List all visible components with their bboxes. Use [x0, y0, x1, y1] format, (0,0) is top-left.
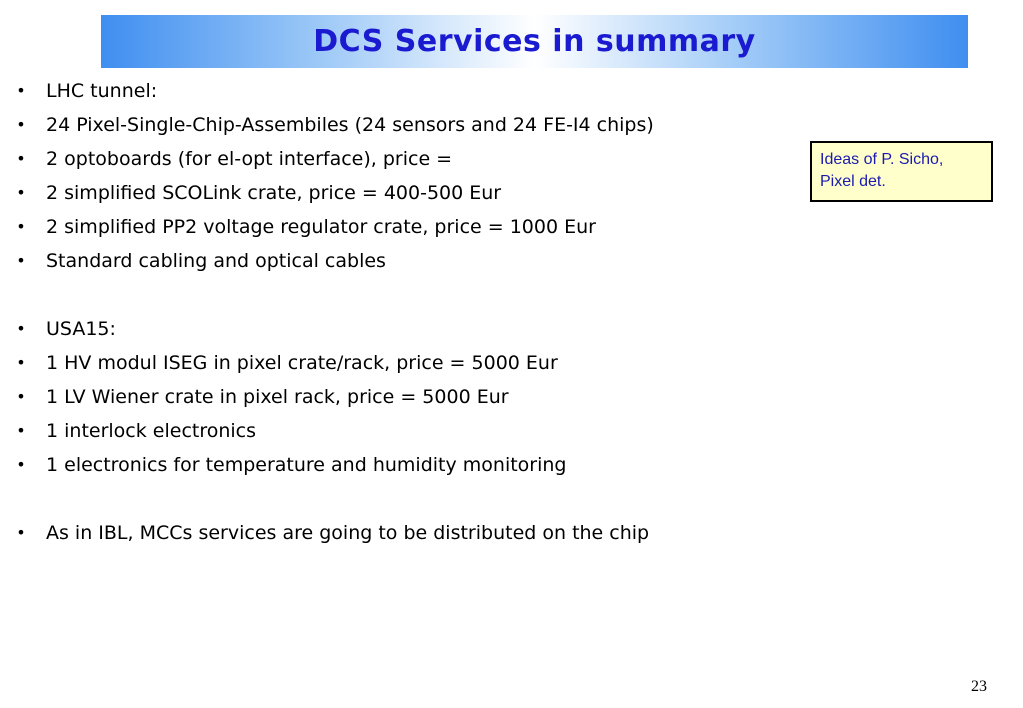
callout-note: [810, 141, 993, 202]
bullet-text: 24 Pixel-Single-Chip-Assembiles (24 sensors and 24 FE-I4 chips): [46, 114, 654, 136]
bullet-text: LHC tunnel:: [46, 80, 158, 102]
bullet-dot: •: [16, 353, 26, 372]
bullet-dot: •: [16, 455, 26, 474]
bullet-dot: •: [16, 421, 26, 440]
bullet-dot: •: [16, 319, 26, 338]
bullet-item: [14, 448, 794, 482]
slide-title: DCS Services in summary: [313, 24, 756, 59]
bullet-item: [14, 312, 794, 346]
bullet-text: As in IBL, MCCs services are going to be distributed on the chip: [46, 522, 650, 544]
bullet-item: [14, 210, 794, 244]
bullet-item: [14, 244, 794, 278]
bullet-text: 1 LV Wiener crate in pixel rack, price = 5000 Eur: [46, 386, 509, 408]
bullet-item: [14, 74, 794, 108]
callout-line-1: Ideas of P. Sicho,: [820, 151, 944, 168]
bullet-text: 2 optoboards (for el-opt interface), price =: [46, 148, 453, 170]
bullet-text: Standard cabling and optical cables: [46, 250, 386, 272]
bullet-text: 1 electronics for temperature and humidity monitoring: [46, 454, 567, 476]
bullet-list: [14, 74, 794, 550]
bullet-dot: •: [16, 251, 26, 270]
callout-line-2: Pixel det.: [820, 173, 886, 190]
bullet-item: [14, 142, 794, 176]
bullet-text: 1 interlock electronics: [46, 420, 257, 442]
bullet-dot: •: [16, 115, 26, 134]
bullet-text: 2 simplified SCOLink crate, price = 400-500 Eur: [46, 182, 502, 204]
bullet-text: USA15:: [46, 318, 116, 340]
slide-title-bar: [101, 15, 968, 68]
bullet-item: [14, 176, 794, 210]
bullet-dot: •: [16, 217, 26, 236]
bullet-item: [14, 414, 794, 448]
bullet-text: 1 HV modul ISEG in pixel crate/rack, price = 5000 Eur: [46, 352, 558, 374]
bullet-dot: •: [16, 81, 26, 100]
page-number: 23: [971, 678, 987, 695]
list-spacer: [14, 482, 794, 516]
bullet-dot: •: [16, 523, 26, 542]
list-spacer: [14, 278, 794, 312]
bullet-item: [14, 380, 794, 414]
bullet-dot: •: [16, 387, 26, 406]
bullet-item: [14, 346, 794, 380]
bullet-text: 2 simplified PP2 voltage regulator crate, price = 1000 Eur: [46, 216, 596, 238]
bullet-item: [14, 516, 794, 550]
bullet-dot: •: [16, 149, 26, 168]
bullet-item: [14, 108, 794, 142]
bullet-dot: •: [16, 183, 26, 202]
